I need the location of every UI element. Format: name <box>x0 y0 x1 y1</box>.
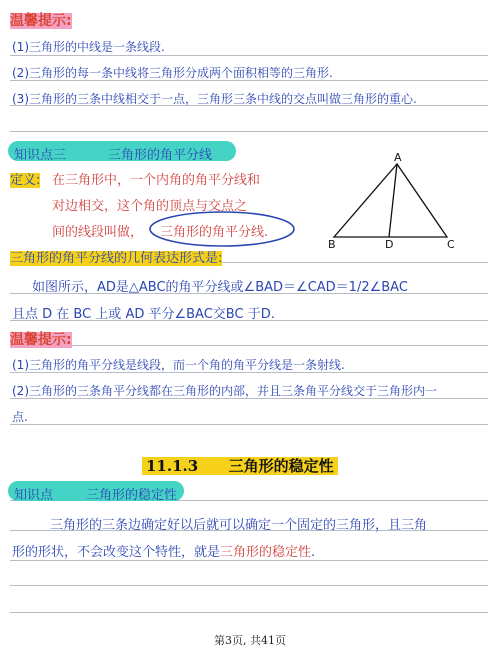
paragraph-text: . <box>311 545 316 560</box>
tip-item: (2)三角形的三条角平分线都在三角形的内部，并且三条角平分线交于三角形内一 <box>12 384 438 398</box>
knowledge-point-title: 三角形的角平分线 <box>108 148 213 163</box>
expression-line: 且点 D 在 BC 上或 AD 平分∠BAC交BC 于D. <box>12 307 275 322</box>
ruled-line <box>10 345 488 346</box>
ruled-line <box>10 560 488 561</box>
vertex-b-label: B <box>328 238 336 250</box>
section-title: 三角形的稳定性 <box>228 457 334 475</box>
paragraph-text: 形的形状，不会改变这个特性，就是 <box>12 545 221 560</box>
bisector-ad <box>389 164 397 237</box>
tip-item: 点. <box>12 410 28 424</box>
tip-item: (1)三角形的角平分线是线段，而一个角的角平分线是一条射线. <box>12 358 345 372</box>
definition-line: 间的线段叫做， <box>52 225 144 240</box>
expression-line: 如图所示，AD是△ABC的角平分线或∠BAD＝∠CAD＝1/2∠BAC <box>32 280 408 295</box>
tip-label: 温馨提示: <box>10 13 72 29</box>
ruled-line <box>10 612 488 613</box>
expression-heading: 三角形的角平分线的几何表达形式是: <box>10 251 223 266</box>
highlight-ellipse <box>146 208 298 250</box>
definition-line: 对边相交，这个角的顶点与交点之 <box>52 199 248 214</box>
knowledge-point-label: 知识点三 <box>14 148 67 163</box>
paragraph-line <box>12 541 315 560</box>
tip-item: (1)三角形的中线是一条线段. <box>12 40 165 54</box>
vertex-a-label: A <box>394 151 402 164</box>
section-number: 11.1.3 <box>146 457 199 475</box>
definition-label: 定义: <box>10 173 41 188</box>
ruled-line <box>10 424 488 425</box>
vertex-c-label: C <box>447 238 455 250</box>
ruled-line <box>10 55 488 56</box>
tip-item: (3)三角形的三条中线相交于一点，三角形三条中线的交点叫做三角形的重心. <box>12 92 417 106</box>
paragraph-line: 三角形的三条边确定好以后就可以确定一个固定的三角形，且三角 <box>50 518 428 533</box>
ruled-line <box>10 131 488 132</box>
point-d-label: D <box>385 238 394 250</box>
knowledge-point-title: 三角形的稳定性 <box>86 488 178 503</box>
tip-heading <box>10 329 72 349</box>
tip-item: (2)三角形的每一条中线将三角形分成两个面积相等的三角形. <box>12 66 333 80</box>
tip-label: 温馨提示: <box>10 332 72 348</box>
knowledge-point-label: 知识点 <box>14 488 54 503</box>
triangle-figure <box>326 150 466 250</box>
ruled-line <box>10 585 488 586</box>
key-term: 三角形的稳定性 <box>220 545 312 560</box>
definition-line: 在三角形中，一个内角的角平分线和 <box>52 173 261 188</box>
section-heading <box>142 455 338 476</box>
page-footer: 第3页, 共41页 <box>214 634 286 647</box>
tip-heading <box>10 10 72 30</box>
definition-term: 三角形的角平分线. <box>160 225 269 240</box>
